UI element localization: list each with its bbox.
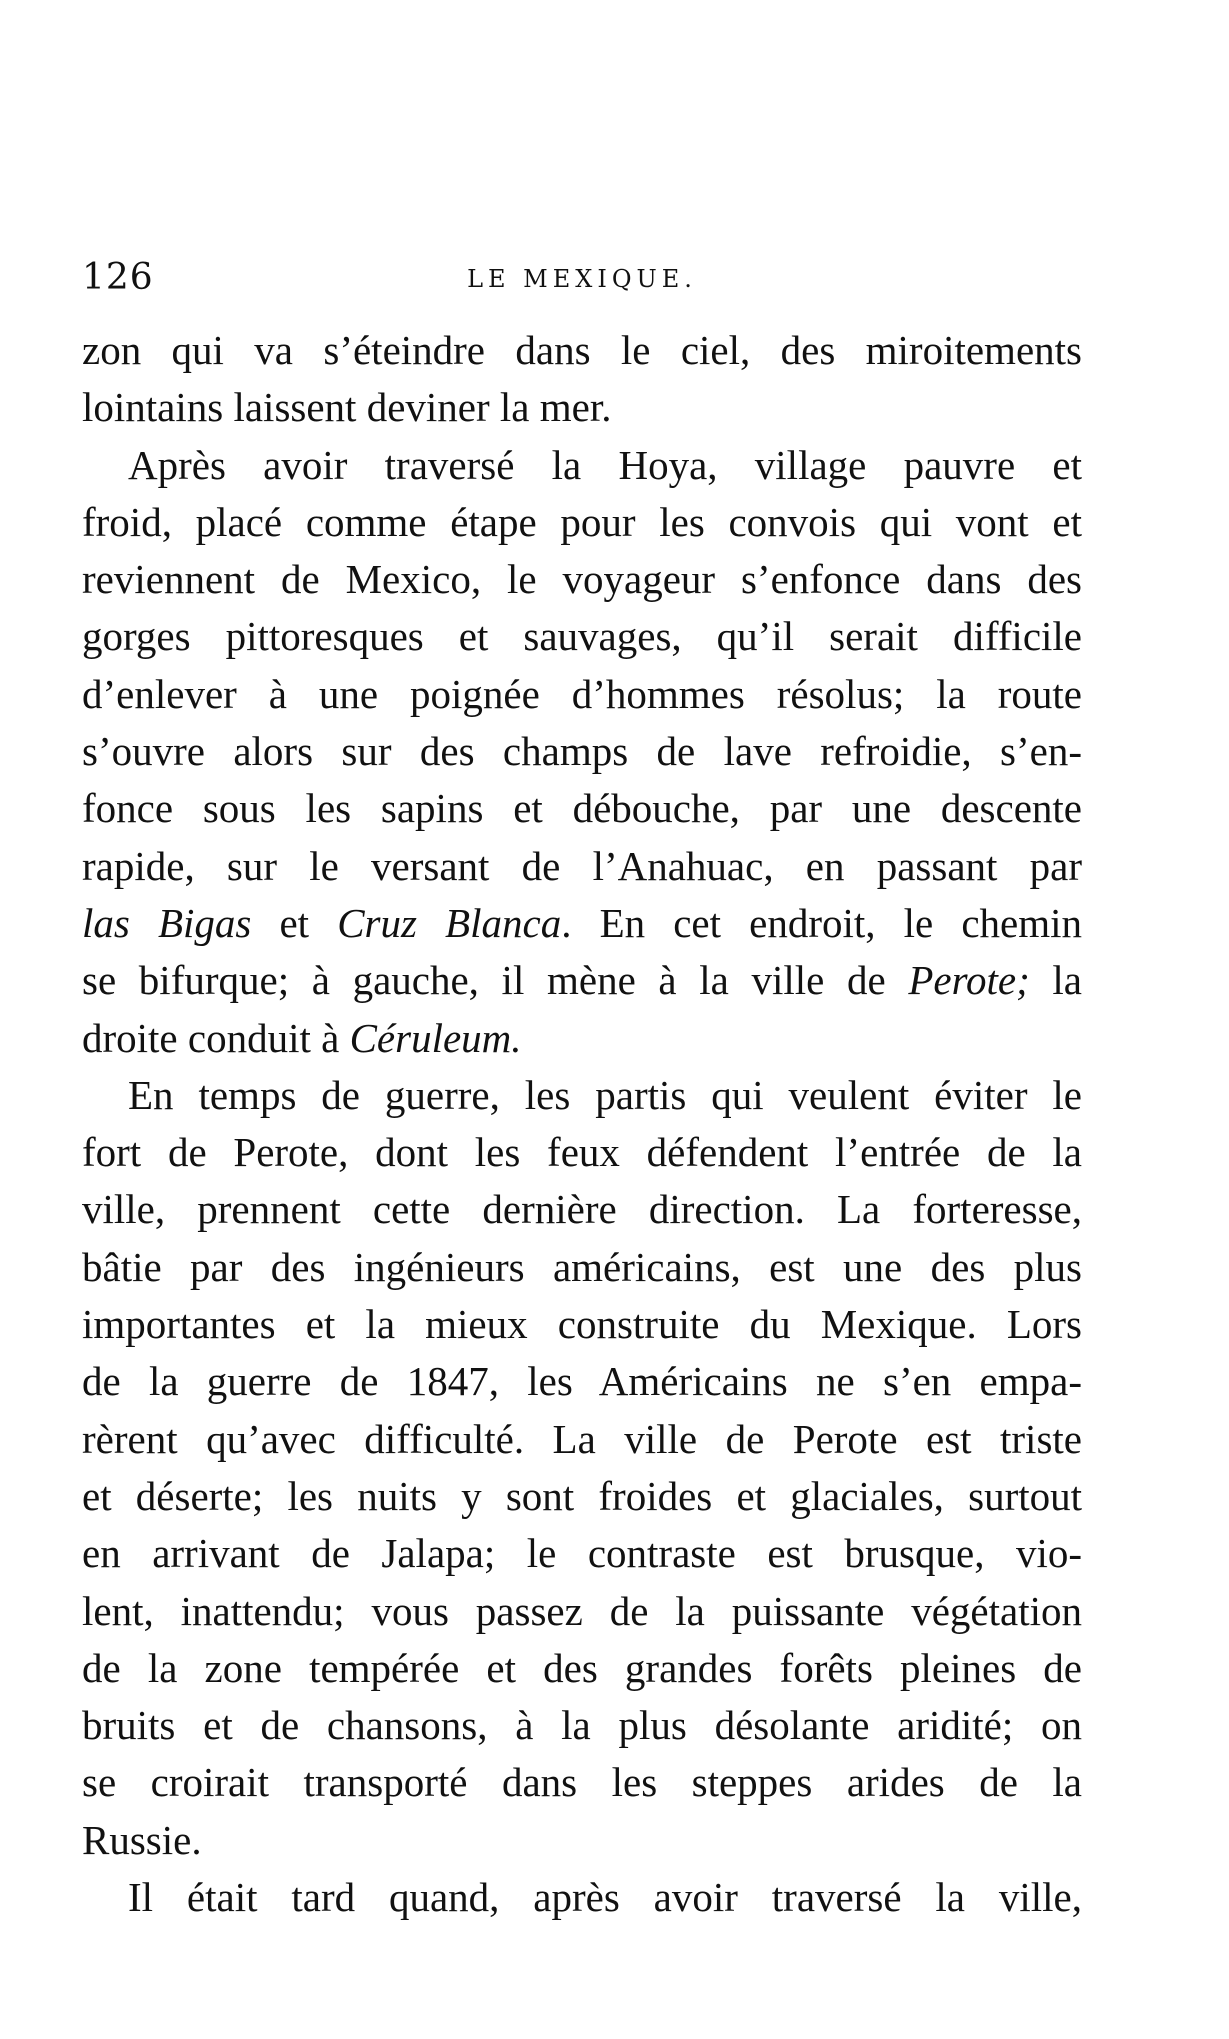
italic-text: Céruleum. xyxy=(349,1014,522,1061)
text-line: Après avoir traversé la Hoya, village pauvre et xyxy=(128,441,1082,488)
text-line: s’ouvre alors sur des champs de lave refroidie, s’en- xyxy=(82,728,1082,775)
text-line: de la guerre de 1847, les Américains ne s’en empa- xyxy=(82,1358,1082,1405)
text-line: de la zone tempérée et des grandes forêts pleines de xyxy=(82,1644,1082,1691)
italic-text: Perote; xyxy=(908,957,1030,1004)
text-line: rapide, sur le versant de l’Anahuac, en passant par xyxy=(82,842,1082,889)
text-line: ville, prennent cette dernière direction. La forteresse, xyxy=(82,1186,1082,1233)
text-line: en arrivant de Jalapa; le contraste est brusque, vio- xyxy=(82,1530,1082,1577)
text-segment: se bifurque; à gauche, il mène à la ville de xyxy=(82,957,909,1004)
text-line: lent, inattendu; vous passez de la puissante végétation xyxy=(82,1587,1082,1634)
text-segment: la xyxy=(1029,957,1082,1004)
body-text xyxy=(82,322,1082,1926)
text-segment: . En cet endroit, le chemin xyxy=(561,899,1082,946)
italic-text: las Bigas xyxy=(82,899,252,946)
text-line: d’enlever à une poignée d’hommes résolus; la route xyxy=(82,670,1082,717)
italic-text: Cruz Blanca xyxy=(337,899,562,946)
text-line: rèrent qu’avec difficulté. La ville de Perote est triste xyxy=(82,1415,1082,1462)
text-line: gorges pittoresques et sauvages, qu’il serait difficile xyxy=(82,613,1082,660)
text-line: importantes et la mieux construite du Mexique. Lors xyxy=(82,1301,1082,1348)
text-line xyxy=(82,952,1082,1009)
text-line: bâtie par des ingénieurs américains, est une des plus xyxy=(82,1243,1082,1290)
text-line: se croirait transporté dans les steppes arides de la xyxy=(82,1759,1082,1806)
text-line xyxy=(82,1010,1082,1067)
text-line: lointains laissent deviner la mer. xyxy=(82,384,612,431)
text-line: Russie. xyxy=(82,1816,202,1863)
text-segment: droite conduit à xyxy=(82,1014,350,1061)
text-line: bruits et de chansons, à la plus désolante aridité; on xyxy=(82,1702,1082,1749)
text-line: En temps de guerre, les partis qui veulent éviter le xyxy=(128,1071,1082,1118)
text-line: fonce sous les sapins et débouche, par une descente xyxy=(82,785,1082,832)
text-line xyxy=(82,895,1082,952)
text-segment: et xyxy=(251,899,338,946)
text-line: froid, placé comme étape pour les convois qui vont et xyxy=(82,498,1082,545)
text-line: fort de Perote, dont les feux défendent l’entrée de la xyxy=(82,1129,1082,1176)
text-line: et déserte; les nuits y sont froides et glaciales, surtout xyxy=(82,1472,1082,1519)
running-head: LE MEXIQUE. xyxy=(467,265,697,293)
page-number: 126 xyxy=(82,257,154,298)
text-line: zon qui va s’éteindre dans le ciel, des miroitements xyxy=(82,327,1082,373)
text-line: reviennent de Mexico, le voyageur s’enfonce dans des xyxy=(82,556,1082,603)
text-line: Il était tard quand, après avoir traversé la ville, xyxy=(128,1874,1082,1921)
page-header xyxy=(82,258,1082,298)
